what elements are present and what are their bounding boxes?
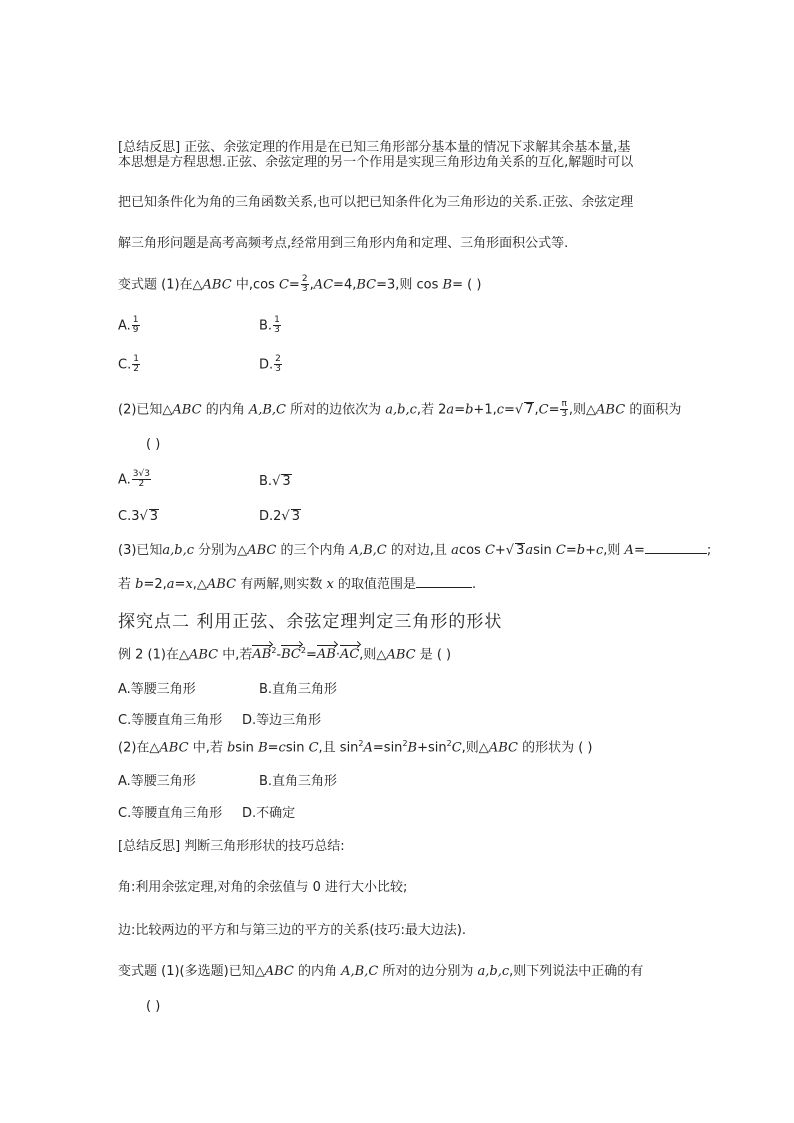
example-2-question-2: (2)在△ABC 中,若 bsin B=csin C,且 $\sin^2A=\sin^2B+\sin^2C$,则△ABC 的形状为 ( ) xyxy=(118,739,593,756)
summary-line-3: 把已知条件化为角的三角函数关系,也可以把已知条件化为三角形边的关系.正弦、余弦定理 xyxy=(118,195,634,210)
option-a: A. $\frac{1}{9}$ xyxy=(118,315,139,336)
option-a: A.等腰三角形 xyxy=(118,682,196,697)
variant-1-question: 变式题 (1)在△ABC 中,cos C= $\frac{2}{3}$ ,AC=4,BC=3,则 cos B= ( ) xyxy=(118,274,482,295)
variant-3-question: (3)已知a,b,c 分别为△ABC 的三个内角 A,B,C 的对边,且 acos C+√ 3asin C=b+c,则 A= ; xyxy=(118,543,712,558)
option-b: B. $\frac{1}{3}$ xyxy=(259,315,280,336)
summary-line-2: 本思想是方程思想.正弦、余弦定理的另一个作用是实现三角形边角关系的互化,解题时可以 xyxy=(118,155,634,170)
variant-2-question: (2)已知△ABC 的内角 A,B,C 所对的边依次为 a,b,c,若 2a=b+1,c=√ 7,C= $\frac{\pi}{3}$ ,则△ABC 的面积为 xyxy=(118,399,682,420)
option-d: D.等边三角形 xyxy=(242,713,322,728)
option-a: A. $\frac{3√3}{2}$ xyxy=(118,469,150,490)
answer-blank[interactable] xyxy=(645,541,707,554)
fraction: $\frac{2}{3}$ xyxy=(301,274,308,295)
option-d: D.不确定 xyxy=(242,806,296,821)
option-b: B.直角三角形 xyxy=(259,682,338,697)
summary2-line-1: [总结反思] 判断三角形形状的技巧总结: xyxy=(118,839,345,854)
answer-paren: ( ) xyxy=(146,999,161,1014)
option-c: C.3√ 3 xyxy=(118,509,159,524)
option-a: A.等腰三角形 xyxy=(118,774,196,789)
option-c: C.等腰直角三角形 xyxy=(118,806,223,821)
variant-3-question-2: 若 b=2,a=x,△ABC 有两解,则实数 x 的取值范围是 . xyxy=(118,577,477,592)
option-c: C.等腰直角三角形 xyxy=(118,713,223,728)
answer-paren: ( ) xyxy=(146,437,161,452)
summary-line-1: [总结反思] 正弦、余弦定理的作用是在已知三角形部分基本量的情况下求解其余基本量,基 xyxy=(118,140,631,155)
summary2-line-3: 边:比较两边的平方和与第三边的平方的关系(技巧:最大边法). xyxy=(118,923,467,938)
variant-4-question: 变式题 (1)(多选题)已知△ABC 的内角 A,B,C 所对的边分别为 a,b,c,则下列说法中正确的有 xyxy=(118,964,644,979)
example-2-question-1: 例 2 (1)在△ABC 中,若$AB^2-BC^2=AB\cdot AC$,则△ABC 是 ( ) xyxy=(118,646,452,663)
option-c: C. $\frac{1}{2}$ xyxy=(118,354,139,375)
option-b: B.√ 3 xyxy=(259,474,291,489)
option-b: B.直角三角形 xyxy=(259,774,338,789)
answer-blank[interactable] xyxy=(416,575,472,588)
summary2-line-2: 角:利用余弦定理,对角的余弦值与 0 进行大小比较; xyxy=(118,880,408,895)
option-d: D. $\frac{2}{3}$ xyxy=(259,354,281,375)
option-d: D.2√ 3 xyxy=(259,509,300,524)
section-heading: 探究点二 利用正弦、余弦定理判定三角形的形状 xyxy=(118,612,503,632)
summary-line-4: 解三角形问题是高考高频考点,经常用到三角形内角和定理、三角形面积公式等. xyxy=(118,236,569,251)
